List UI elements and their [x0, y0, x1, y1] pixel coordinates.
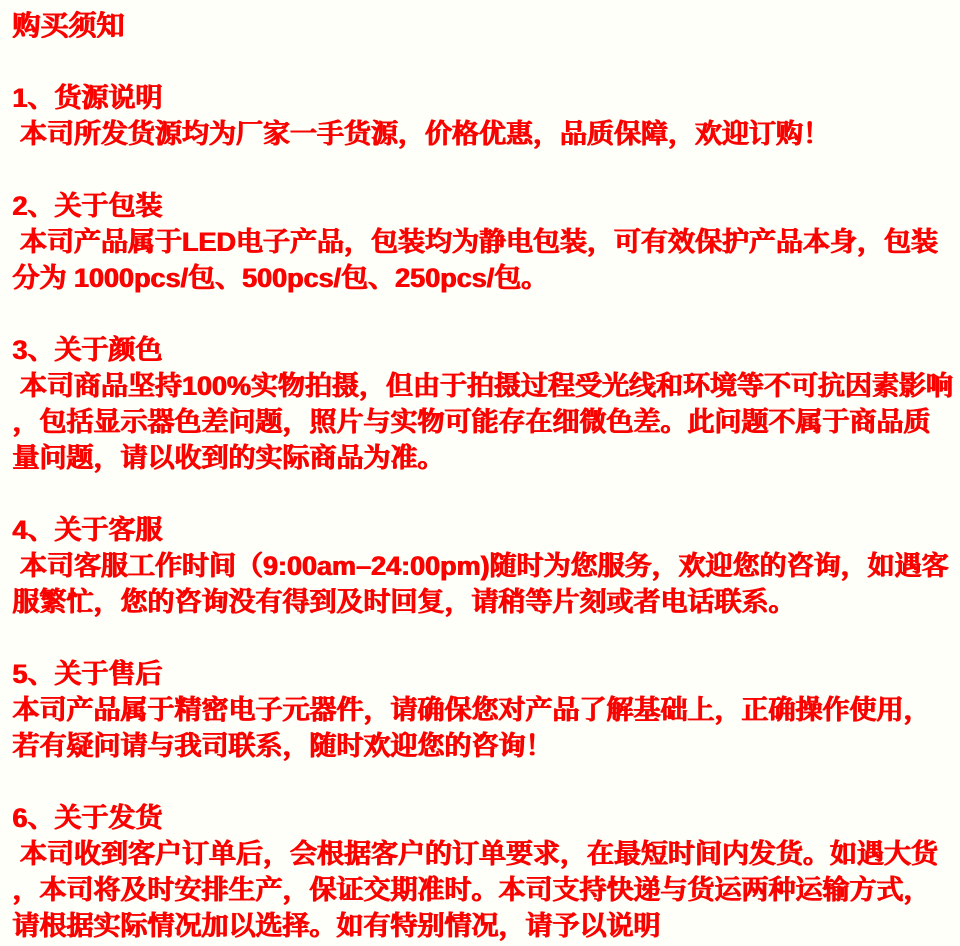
- section-after-sales: [12, 656, 948, 764]
- section-line: 若有疑问请与我司联系，随时欢迎您的咨询！: [12, 731, 552, 761]
- section-line: 本司客服工作时间（9:00am–24:00pm)随时为您服务，欢迎您的咨询，如遇客: [12, 551, 949, 581]
- section-line: ，包括显示器色差问题，照片与实物可能存在细微色差。此问题不属于商品质: [12, 407, 930, 437]
- section-line: 本司收到客户订单后，会根据客户的订单要求，在最短时间内发货。如遇大货: [12, 839, 938, 869]
- section-line: 请根据实际情况加以选择。如有特别情况，请予以说明: [12, 911, 660, 941]
- section-customer-service: [12, 512, 948, 620]
- section-line: 本司商品坚持100%实物拍摄，但由于拍摄过程受光线和环境等不可抗因素影响: [12, 371, 953, 401]
- section-line: 本司产品属于精密电子元器件，请确保您对产品了解基础上，正确操作使用，: [12, 695, 930, 725]
- section-heading: 2、关于包装: [12, 191, 163, 221]
- section-line: 本司产品属于LED电子产品，包装均为静电包装，可有效保护产品本身，包装: [12, 227, 938, 257]
- section-heading: 1、货源说明: [12, 83, 163, 113]
- section-color: [12, 332, 953, 476]
- section-line: ，本司将及时安排生产，保证交期准时。本司支持快递与货运两种运输方式，: [12, 875, 930, 905]
- section-heading: 3、关于颜色: [12, 335, 163, 365]
- section-heading: 4、关于客服: [12, 515, 163, 545]
- section-supply: [12, 80, 948, 152]
- page-title: 购买须知: [12, 10, 125, 41]
- section-line: 分为 1000pcs/包、500pcs/包、250pcs/包。: [12, 263, 548, 293]
- section-heading: 6、关于发货: [12, 803, 163, 833]
- section-heading: 5、关于售后: [12, 659, 163, 689]
- section-line: 服繁忙，您的咨询没有得到及时回复，请稍等片刻或者电话联系。: [12, 587, 795, 617]
- section-line: 量问题，请以收到的实际商品为准。: [12, 443, 444, 473]
- section-line: 本司所发货源均为厂家一手货源，价格优惠，品质保障，欢迎订购！: [12, 119, 830, 149]
- section-packaging: [12, 188, 948, 296]
- section-shipping: [12, 800, 948, 944]
